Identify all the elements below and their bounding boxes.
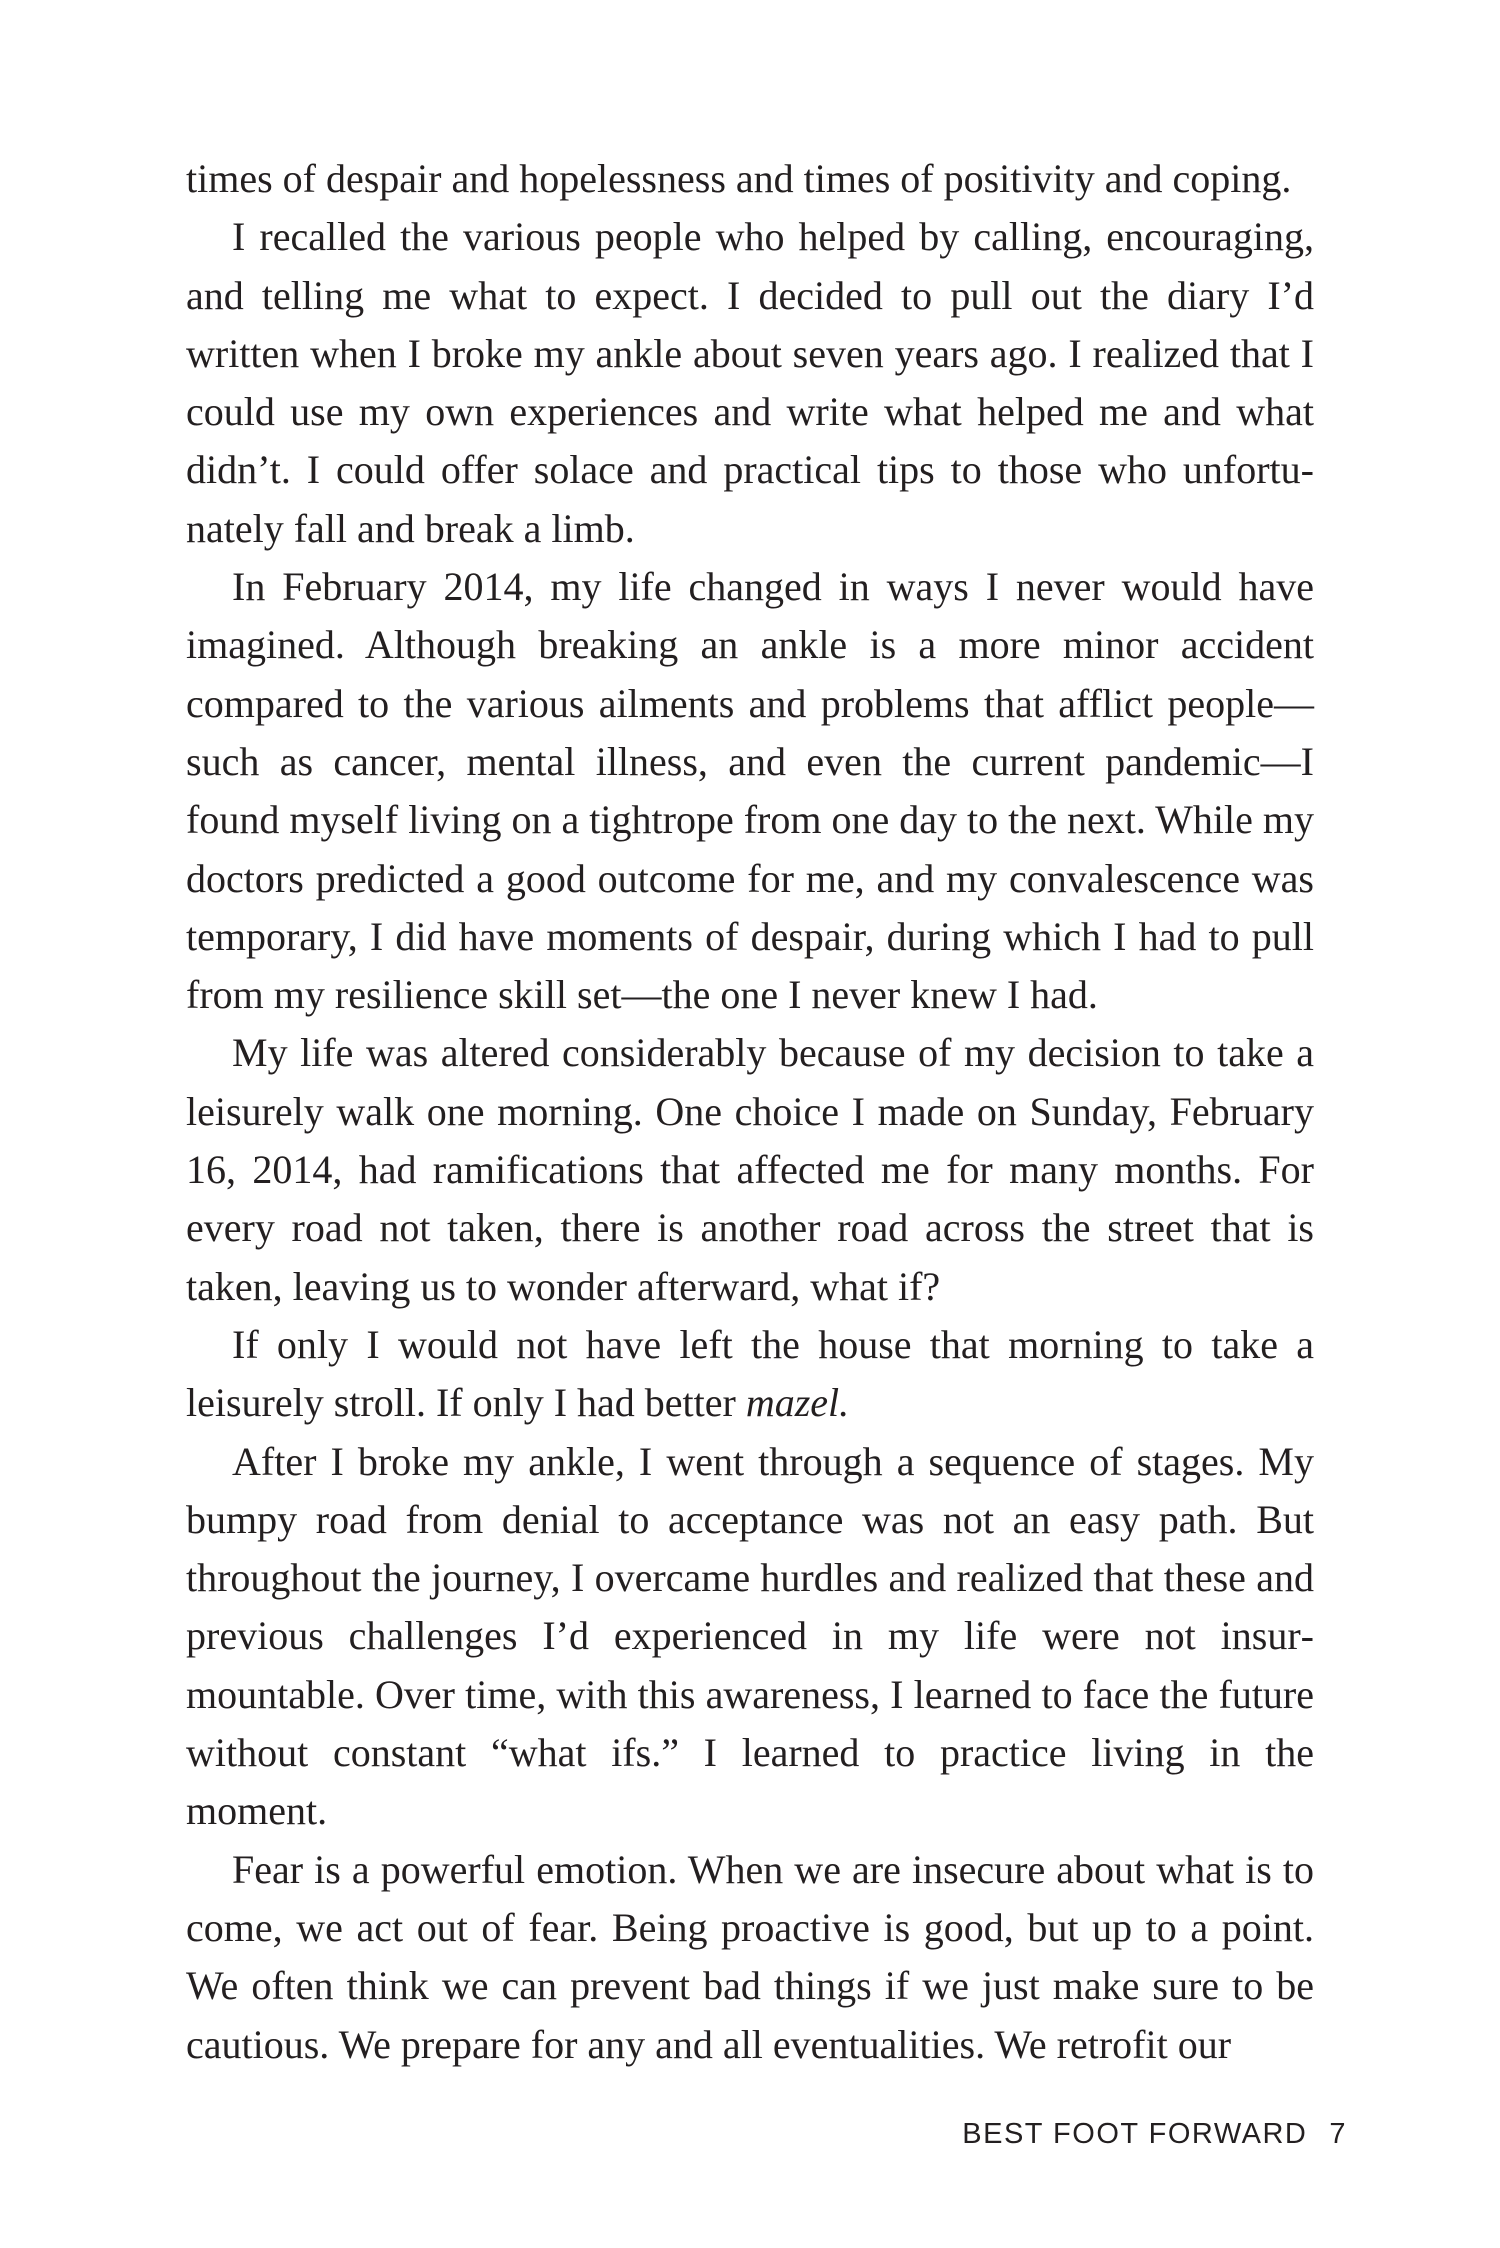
page-number: 7 <box>1329 2118 1347 2150</box>
paragraph: I recalled the various people who helped by calling, encouraging, and telling me what to expect. I decided to pull out the diary I’d written when I broke my ankle about seven years ago. I realized that I could use my own experiences and write what helped me and what didn’t. I could offer solace and practical tips to those who unfortunately fall and break a limb. <box>186 214 1314 551</box>
page-footer <box>962 2118 1347 2151</box>
paragraph: In February 2014, my life changed in ways I never would have imagined. Although breaking an ankle is a more minor accident compared to the various ailments and problems that afflict people—such as cancer, mental illness, and even the current pandemic—I found myself living on a tightrope from one day to the next. While my doctors predicted a good outcome for me, and my convalescence was temporary, I did have moments of despair, during which I had to pull from my resilience skill set—the one I never knew I had. <box>186 564 1314 1018</box>
body-text <box>186 150 1314 2074</box>
paragraph: My life was altered considerably because of my decision to take a leisurely walk one morning. One choice I made on Sunday, February 16, 2014, had ramifications that affected me for many months. For every road not taken, there is another road across the street that is taken, leaving us to wonder afterward, what if? <box>186 1030 1314 1309</box>
paragraph: After I broke my ankle, I went through a sequence of stages. My bumpy road from denial to acceptance was not an easy path. But throughout the journey, I overcame hurdles and realized that these and previous challenges I’d experienced in my life were not insurmountable. Over time, with this awareness, I learned to face the future without constant “what ifs.” I learned to practice living in the moment. <box>186 1438 1314 1834</box>
paragraph-mazel <box>186 1316 1314 1433</box>
running-head: BEST FOOT FORWARD <box>962 2118 1308 2150</box>
paragraph: Fear is a powerful emotion. When we are insecure about what is to come, we act out of fear. Being proactive is good, but up to a point. We often think we can prevent bad things if we just make sure to be cautious. We prepare for any and all eventualities. We retrofit our <box>186 1846 1314 2067</box>
paragraph-text: If only I would not have left the house that morning to take a leisurely stroll. If only I had better <box>186 1321 1314 1426</box>
italic-word: mazel. <box>745 1380 850 1426</box>
paragraph-continued: times of despair and hopelessness and times of positivity and coping. <box>186 156 1292 201</box>
